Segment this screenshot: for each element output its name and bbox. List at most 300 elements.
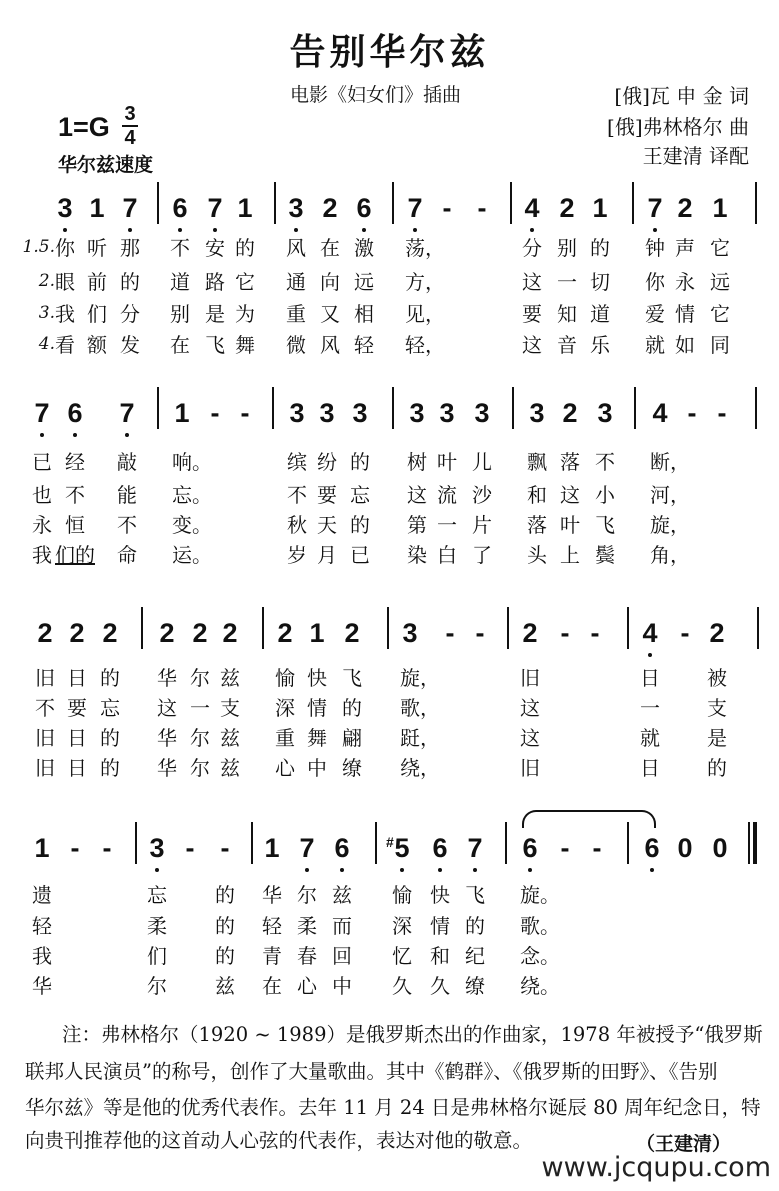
barline	[274, 182, 276, 224]
note: 2	[102, 618, 118, 648]
lyric-syllable: 柔	[147, 914, 167, 938]
lyric-syllable: 荡，	[405, 236, 445, 260]
lyric-syllable: 的	[590, 236, 610, 260]
watermark: www.jcqupu.com	[541, 1152, 771, 1183]
lyric-syllable: 第	[407, 513, 427, 537]
note: 2	[344, 618, 360, 648]
lyric-syllable: 恒	[65, 513, 85, 537]
lyric-syllable: 舞	[307, 726, 327, 750]
note: 4	[640, 619, 660, 647]
lyric-syllable: 歌。	[520, 914, 560, 938]
lyric-syllable: 尔	[190, 726, 210, 750]
lyric-syllable: 这	[522, 270, 542, 294]
lyric-syllable: 要	[67, 696, 87, 720]
note: 7	[32, 399, 52, 427]
lyric-syllable: 微	[286, 333, 306, 357]
lyric-syllable: 兹	[215, 974, 235, 998]
duration-dash: -	[592, 833, 602, 863]
lyric-syllable: 旧	[35, 666, 55, 690]
lyric-syllable: 忘	[147, 883, 167, 907]
lyric-syllable: 叶	[437, 450, 457, 474]
lyric-syllable: 变。	[172, 513, 212, 537]
time-signature-top: 3	[124, 103, 136, 125]
barline	[251, 822, 253, 864]
lyric-syllable: 兹	[220, 666, 240, 690]
lyric-syllable: 响。	[172, 450, 212, 474]
barline	[272, 387, 274, 429]
barline	[507, 607, 509, 649]
lyric-syllable: 支	[220, 696, 240, 720]
lyric-syllable: 重	[286, 302, 306, 326]
lyric-syllable: 一	[640, 696, 660, 720]
note: 2	[709, 618, 725, 648]
note: 6	[332, 834, 352, 862]
lyric-syllable: 遗	[32, 883, 52, 907]
barline	[392, 182, 394, 224]
lyric-syllable: 飞	[342, 666, 362, 690]
lyric-syllable: 染	[407, 543, 427, 567]
lyric-syllable: 一	[190, 696, 210, 720]
lyric-syllable: 了	[472, 543, 492, 567]
duration-dash: -	[687, 398, 697, 428]
note: 6	[642, 834, 662, 862]
lyric-syllable: 飞	[595, 513, 615, 537]
lyric-syllable: 激	[354, 236, 374, 260]
lyric-syllable: 落	[527, 513, 547, 537]
lyric-syllable: 愉	[275, 666, 295, 690]
lyric-syllable: 向	[320, 270, 340, 294]
lyric-syllable: 就	[645, 333, 665, 357]
lyric-syllable: 飘	[527, 450, 547, 474]
lyric-syllable: 它	[710, 236, 730, 260]
lyric-syllable: 久	[392, 974, 412, 998]
duration-dash: -	[475, 618, 485, 648]
lyric-syllable: 的	[235, 236, 255, 260]
note: 3	[147, 834, 167, 862]
lyric-syllable: 青	[262, 944, 282, 968]
lyric-syllable: 为	[235, 302, 255, 326]
barline	[632, 182, 634, 224]
lyric-syllable: 要	[317, 483, 337, 507]
lyric-syllable: 的	[465, 914, 485, 938]
lyric-syllable: 风	[286, 236, 306, 260]
translator-credit: 王建清 译配	[642, 144, 749, 168]
barline	[505, 822, 507, 864]
lyric-syllable: 纪	[465, 944, 485, 968]
lyric-syllable: 轻	[262, 914, 282, 938]
note: 1	[34, 833, 50, 863]
lyric-syllable: 爱	[645, 302, 665, 326]
lyric-syllable: 听	[87, 236, 107, 260]
lyric-syllable: 不	[65, 483, 85, 507]
note: 7	[645, 194, 665, 222]
lyric-syllable: 兹	[220, 726, 240, 750]
lyric-syllable: 叶	[560, 513, 580, 537]
lyric-syllable: 是	[707, 726, 727, 750]
lyric-syllable: 的	[707, 756, 727, 780]
duration-dash: -	[445, 618, 455, 648]
note: 6	[520, 834, 540, 862]
lyric-syllable: 兹	[332, 883, 352, 907]
verse-number: 2.	[38, 271, 55, 291]
lyric-syllable: 支	[707, 696, 727, 720]
lyric-syllable: 别	[557, 236, 577, 260]
note: 3	[352, 398, 368, 428]
lyric-syllable: 的	[350, 513, 370, 537]
lyric-syllable: 远	[710, 270, 730, 294]
lyric-syllable: 中	[332, 974, 352, 998]
footnote-line: 华尔兹》等是他的优秀代表作。去年 11 月 24 日是弗林格尔诞辰 80 周年纪念日，特	[25, 1096, 761, 1119]
note: 7	[465, 834, 485, 862]
duration-dash: -	[477, 193, 487, 223]
barline	[512, 387, 514, 429]
note: 6	[430, 834, 450, 862]
lyric-syllable: 河，	[650, 483, 690, 507]
note: 3	[286, 194, 306, 222]
lyric-syllable: 它	[235, 270, 255, 294]
lyric-syllable: 就	[640, 726, 660, 750]
barline	[627, 607, 629, 649]
lyric-syllable: 乐	[590, 333, 610, 357]
note: 6	[170, 194, 190, 222]
lyric-syllable: 重	[275, 726, 295, 750]
lyric-syllable: 缭	[465, 974, 485, 998]
barline	[634, 387, 636, 429]
lyric-syllable: 在	[170, 333, 190, 357]
composer-credit: [俄]弗林格尔 曲	[607, 115, 749, 139]
final-barline-thin	[748, 822, 750, 864]
note: 1	[89, 193, 105, 223]
duration-dash: -	[70, 833, 80, 863]
note: 7	[120, 194, 140, 222]
note: 0	[677, 833, 693, 863]
subtitle: 电影《妇女们》插曲	[290, 84, 462, 106]
lyric-syllable: 尔	[147, 974, 167, 998]
note: 4	[522, 194, 542, 222]
lyric-syllable: 小	[595, 483, 615, 507]
tie-arc	[522, 810, 656, 828]
duration-dash: -	[590, 618, 600, 648]
lyric-syllable: 念。	[520, 944, 560, 968]
duration-dash: -	[220, 833, 230, 863]
barline	[510, 182, 512, 224]
lyric-syllable: 这	[560, 483, 580, 507]
lyric-syllable: 和	[430, 944, 450, 968]
lyric-syllable: 快	[430, 883, 450, 907]
lyric-syllable: 我	[55, 302, 75, 326]
lyric-syllable: 纷	[317, 450, 337, 474]
lyric-syllable: 道	[590, 302, 610, 326]
lyric-syllable: 不	[287, 483, 307, 507]
lyric-syllable: 白	[437, 543, 457, 567]
lyric-syllable: 旧	[520, 756, 540, 780]
lyric-syllable: 的	[120, 270, 140, 294]
lyric-syllable: 路	[205, 270, 225, 294]
verse-number: 1.5.	[22, 237, 55, 257]
lyric-syllable: 深	[275, 696, 295, 720]
note: 3	[439, 398, 455, 428]
lyric-syllable: 旋，	[650, 513, 690, 537]
note: 6	[354, 194, 374, 222]
lyric-syllable: 落	[560, 450, 580, 474]
barline	[757, 607, 759, 649]
lyric-syllable: 旋。	[520, 883, 560, 907]
lyric-syllable: 运。	[172, 543, 212, 567]
lyric-syllable: 声	[675, 236, 695, 260]
duration-dash: -	[102, 833, 112, 863]
lyric-syllable: 日	[640, 756, 660, 780]
lyric-syllable: 这	[520, 726, 540, 750]
lyric-syllable: 我	[32, 944, 52, 968]
lyric-syllable: 上	[560, 543, 580, 567]
lyric-syllable: 中	[307, 756, 327, 780]
footnote-signature: （王建清）	[636, 1133, 732, 1155]
lyric-syllable: 们的	[55, 543, 95, 567]
note: 1	[237, 193, 253, 223]
note: 2	[277, 618, 293, 648]
lyric-syllable: 的	[215, 944, 235, 968]
note: 1	[712, 193, 728, 223]
lyric-syllable: 别	[170, 302, 190, 326]
lyric-syllable: 分	[120, 302, 140, 326]
lyric-syllable: 在	[262, 974, 282, 998]
time-signature-bottom: 4	[124, 127, 136, 149]
lyric-syllable: 鬓	[595, 543, 615, 567]
note: 2	[192, 618, 208, 648]
note: 2	[322, 193, 338, 223]
lyric-syllable: 看	[55, 333, 75, 357]
note: # 5	[392, 834, 412, 862]
lyric-syllable: 流	[437, 483, 457, 507]
lyric-syllable: 额	[87, 333, 107, 357]
lyric-syllable: 沙	[472, 483, 492, 507]
lyric-syllable: 不	[170, 236, 190, 260]
note: 2	[559, 193, 575, 223]
note: 2	[69, 618, 85, 648]
lyric-syllable: 华	[262, 883, 282, 907]
note: 7	[205, 194, 225, 222]
lyric-syllable: 轻	[32, 914, 52, 938]
lyric-syllable: 情	[307, 696, 327, 720]
lyric-syllable: 轻	[354, 333, 374, 357]
lyric-syllable: 的	[215, 914, 235, 938]
lyric-syllable: 兹	[220, 756, 240, 780]
lyric-syllable: 缤	[287, 450, 307, 474]
lyric-syllable: 旧	[35, 726, 55, 750]
lyric-syllable: 远	[354, 270, 374, 294]
footnote-line: 联邦人民演员”的称号，创作了大量歌曲。其中《鹤群》、《俄罗斯的田野》、《告别	[25, 1060, 718, 1083]
lyric-syllable: 风	[320, 333, 340, 357]
barline	[375, 822, 377, 864]
lyric-syllable: 通	[286, 270, 306, 294]
verse-number: 4.	[38, 334, 55, 354]
lyric-syllable: 的	[100, 726, 120, 750]
lyric-syllable: 能	[117, 483, 137, 507]
note: 1	[174, 398, 190, 428]
lyric-syllable: 绕。	[520, 974, 560, 998]
lyric-syllable: 钟	[645, 236, 665, 260]
lyric-syllable: 旧	[520, 666, 540, 690]
lyric-syllable: 音	[557, 333, 577, 357]
lyric-syllable: 飞	[465, 883, 485, 907]
lyric-syllable: 永	[32, 513, 52, 537]
lyric-syllable: 这	[407, 483, 427, 507]
lyric-syllable: 岁	[287, 543, 307, 567]
tempo-marking: 华尔兹速度	[58, 154, 154, 176]
lyric-syllable: 不	[595, 450, 615, 474]
lyric-syllable: 经	[65, 450, 85, 474]
note: 7	[117, 399, 137, 427]
lyric-syllable: 角，	[650, 543, 690, 567]
lyric-syllable: 命	[117, 543, 137, 567]
lyric-syllable: 同	[710, 333, 730, 357]
lyric-syllable: 的	[215, 883, 235, 907]
lyric-syllable: 头	[527, 543, 547, 567]
footnote-line: 注：弗林格尔（1920 ~ 1989）是俄罗斯杰出的作曲家，1978 年被授予“俄罗斯	[62, 1023, 763, 1046]
note: 3	[474, 398, 490, 428]
lyric-syllable: 这	[522, 333, 542, 357]
lyric-syllable: 而	[332, 914, 352, 938]
note: 3	[55, 194, 75, 222]
lyric-syllable: 旋，	[400, 666, 440, 690]
lyric-syllable: 也	[32, 483, 52, 507]
time-signature	[122, 104, 138, 148]
lyric-syllable: 月	[317, 543, 337, 567]
lyric-syllable: 见，	[405, 302, 445, 326]
lyric-syllable: 那	[120, 236, 140, 260]
lyric-syllable: 忘。	[172, 483, 212, 507]
lyric-syllable: 的	[100, 666, 120, 690]
lyric-syllable: 心	[275, 756, 295, 780]
lyric-syllable: 不	[35, 696, 55, 720]
duration-dash: -	[560, 618, 570, 648]
lyric-syllable: 尔	[297, 883, 317, 907]
barline	[262, 607, 264, 649]
lyric-syllable: 一	[557, 270, 577, 294]
lyric-syllable: 儿	[472, 450, 492, 474]
lyric-syllable: 前	[87, 270, 107, 294]
lyric-syllable: 方，	[405, 270, 445, 294]
lyric-syllable: 分	[522, 236, 542, 260]
lyric-syllable: 不	[117, 513, 137, 537]
lyric-syllable: 心	[297, 974, 317, 998]
lyric-syllable: 华	[32, 974, 52, 998]
lyric-syllable: 们	[87, 302, 107, 326]
barline	[387, 607, 389, 649]
lyric-syllable: 你	[645, 270, 665, 294]
footnote-line: 向贵刊推荐他的这首动人心弦的代表作，表达对他的敬意。	[25, 1129, 533, 1152]
duration-dash: -	[442, 193, 452, 223]
lyric-syllable: 已	[350, 543, 370, 567]
note: 7	[405, 194, 425, 222]
lyric-syllable: 眼	[55, 270, 75, 294]
duration-dash: -	[185, 833, 195, 863]
note: 1	[309, 618, 325, 648]
lyric-syllable: 深	[392, 914, 412, 938]
lyric-syllable: 愉	[392, 883, 412, 907]
note: 4	[652, 398, 668, 428]
note: 3	[289, 398, 305, 428]
lyric-syllable: 天	[317, 513, 337, 537]
lyric-syllable: 们	[147, 944, 167, 968]
lyric-syllable: 柔	[297, 914, 317, 938]
lyric-syllable: 已	[32, 450, 52, 474]
lyric-syllable: 安	[205, 236, 225, 260]
lyric-syllable: 又	[320, 302, 340, 326]
song-title: 告别华尔兹	[289, 32, 490, 73]
lyric-syllable: 要	[522, 302, 542, 326]
key-signature: 1=G	[58, 112, 110, 142]
note: 3	[409, 398, 425, 428]
note: 2	[37, 618, 53, 648]
barline	[157, 387, 159, 429]
note: 2	[677, 193, 693, 223]
duration-dash: -	[210, 398, 220, 428]
lyric-syllable: 歌，	[400, 696, 440, 720]
lyric-syllable: 尔	[190, 756, 210, 780]
note: 2	[159, 618, 175, 648]
barline	[755, 387, 757, 429]
note: 3	[597, 398, 613, 428]
lyric-syllable: 它	[710, 302, 730, 326]
lyric-syllable: 如	[675, 333, 695, 357]
duration-dash: -	[717, 398, 727, 428]
lyric-syllable: 忘	[350, 483, 370, 507]
lyric-syllable: 的	[100, 756, 120, 780]
lyric-syllable: 日	[640, 666, 660, 690]
lyric-syllable: 情	[675, 302, 695, 326]
barline	[392, 387, 394, 429]
lyric-syllable: 相	[354, 302, 374, 326]
lyric-syllable: 忆	[392, 944, 412, 968]
lyric-syllable: 翩	[342, 726, 362, 750]
lyric-syllable: 久	[430, 974, 450, 998]
note: 0	[712, 833, 728, 863]
lyric-syllable: 轻，	[405, 333, 445, 357]
barline	[627, 822, 629, 864]
lyric-syllable: 秋	[287, 513, 307, 537]
barline	[135, 822, 137, 864]
lyric-syllable: 绕，	[400, 756, 440, 780]
note: 3	[402, 618, 418, 648]
duration-dash: -	[680, 618, 690, 648]
lyric-syllable: 这	[157, 696, 177, 720]
lyric-syllable: 日	[67, 666, 87, 690]
verse-number: 3.	[38, 303, 55, 323]
lyric-syllable: 回	[332, 944, 352, 968]
note: 3	[319, 398, 335, 428]
lyric-syllable: 舞	[235, 333, 255, 357]
lyric-syllable: 敲	[117, 450, 137, 474]
note: 6	[65, 399, 85, 427]
barline	[157, 182, 159, 224]
lyric-syllable: 切	[590, 270, 610, 294]
barline	[755, 182, 757, 224]
lyric-syllable: 的	[350, 450, 370, 474]
note: 7	[297, 834, 317, 862]
lyric-syllable: 缭	[342, 756, 362, 780]
lyric-syllable: 我	[32, 543, 52, 567]
lyric-syllable: 日	[67, 756, 87, 780]
lyric-syllable: 道	[170, 270, 190, 294]
lyric-syllable: 日	[67, 726, 87, 750]
note: 3	[529, 398, 545, 428]
lyric-syllable: 尔	[190, 666, 210, 690]
lyric-syllable: 的	[342, 696, 362, 720]
lyric-syllable: 旧	[35, 756, 55, 780]
lyric-syllable: 快	[307, 666, 327, 690]
lyric-syllable: 华	[157, 756, 177, 780]
